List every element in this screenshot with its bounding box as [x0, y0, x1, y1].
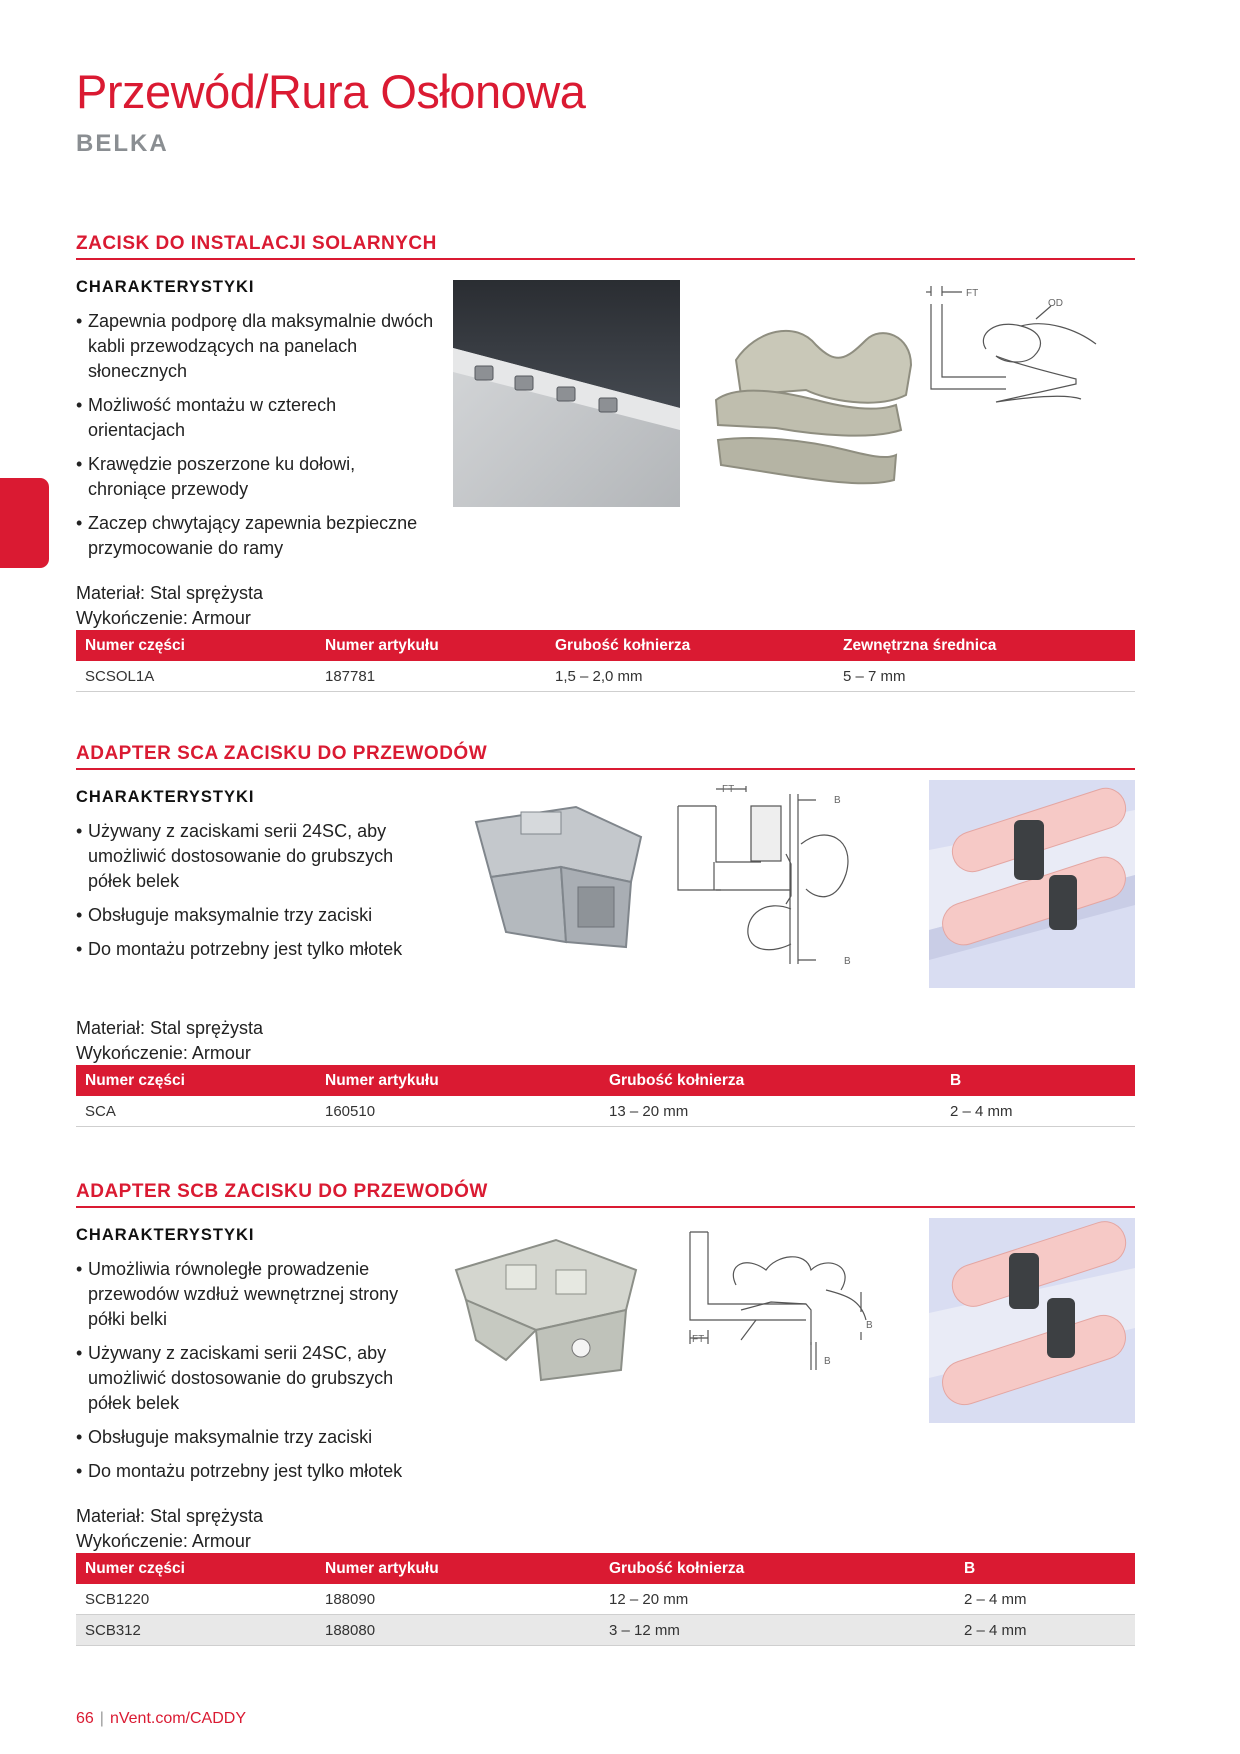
- feature-item: • Obsługuje maksymalnie trzy zaciski: [76, 1425, 436, 1450]
- characteristics-heading: CHARAKTERYSTYKI: [76, 278, 255, 296]
- table-row: [76, 1615, 1135, 1646]
- feature-item: • Możliwość montażu w czterech orientacjach: [76, 393, 436, 443]
- table-cell: 187781: [316, 661, 546, 692]
- table-cell: 12 – 20 mm: [600, 1584, 955, 1615]
- feature-list: [76, 309, 436, 570]
- sca-installation-illustration: [929, 780, 1135, 988]
- column-header: Grubość kołnierza: [546, 630, 834, 661]
- table-cell: 1,5 – 2,0 mm: [546, 661, 834, 692]
- material-text: Materiał: Stal sprężysta: [76, 583, 264, 603]
- section-title: ADAPTER SCA ZACISKU DO PRZEWODÓW: [76, 742, 1135, 770]
- material-info: [76, 1504, 263, 1554]
- scb-adapter-diagram: [676, 1230, 896, 1380]
- table-cell: 188080: [316, 1615, 600, 1646]
- b-label-bottom: B: [824, 1356, 831, 1367]
- feature-list: [76, 1257, 436, 1493]
- side-tab-marker: [0, 478, 49, 568]
- b-label-bottom: B: [844, 956, 851, 964]
- table-row: [76, 661, 1135, 692]
- feature-item: • Używany z zaciskami serii 24SC, aby umożliwić dostosowanie do grubszych półek belek: [76, 819, 436, 894]
- table-cell: SCA: [76, 1096, 316, 1127]
- column-header: B: [955, 1553, 1135, 1584]
- column-header: Numer artykułu: [316, 1065, 600, 1096]
- spec-table: [76, 1065, 1135, 1127]
- page-title: Przewód/Rura Osłonowa: [76, 65, 586, 118]
- ft-label: FT: [966, 288, 979, 299]
- table-cell: SCB312: [76, 1615, 316, 1646]
- scb-adapter-photo: [446, 1230, 646, 1390]
- solar-clip-diagram: [926, 264, 1111, 434]
- table-cell: SCSOL1A: [76, 661, 316, 692]
- column-header: Numer części: [76, 1065, 316, 1096]
- table-cell: 2 – 4 mm: [955, 1615, 1135, 1646]
- column-header: Numer artykułu: [316, 630, 546, 661]
- scb-installation-illustration: [929, 1218, 1135, 1423]
- characteristics-heading: CHARAKTERYSTYKI: [76, 788, 255, 806]
- table-row: [76, 1584, 1135, 1615]
- solar-panel-photo: [453, 280, 680, 507]
- finish-text: Wykończenie: Armour: [76, 1043, 251, 1063]
- section-title: ADAPTER SCB ZACISKU DO PRZEWODÓW: [76, 1180, 1135, 1208]
- table-cell: 13 – 20 mm: [600, 1096, 941, 1127]
- section-title: ZACISK DO INSTALACJI SOLARNYCH: [76, 232, 1135, 260]
- column-header: Numer części: [76, 1553, 316, 1584]
- table-cell: 3 – 12 mm: [600, 1615, 955, 1646]
- finish-text: Wykończenie: Armour: [76, 1531, 251, 1551]
- table-header-row: [76, 1553, 1135, 1584]
- table-cell: 188090: [316, 1584, 600, 1615]
- feature-item: • Do montażu potrzebny jest tylko młotek: [76, 1459, 436, 1484]
- spec-table: [76, 1553, 1135, 1646]
- table-cell: SCB1220: [76, 1584, 316, 1615]
- feature-item: • Zapewnia podporę dla maksymalnie dwóch kabli przewodzących na panelach słonecznych: [76, 309, 436, 384]
- section-solar-clip: [76, 232, 1135, 712]
- material-text: Materiał: Stal sprężysta: [76, 1506, 264, 1526]
- footer-separator: |: [99, 1710, 104, 1727]
- column-header: Grubość kołnierza: [600, 1553, 955, 1584]
- page-number: 66: [76, 1710, 94, 1727]
- section-scb-adapter: [76, 1180, 1135, 1680]
- table-cell: 160510: [316, 1096, 600, 1127]
- spec-table: [76, 630, 1135, 692]
- page-footer: [76, 1710, 246, 1728]
- feature-item: • Zaczep chwytający zapewnia bezpieczne przymocowanie do ramy: [76, 511, 436, 561]
- ft-label: FT: [722, 784, 735, 795]
- feature-item: • Obsługuje maksymalnie trzy zaciski: [76, 903, 436, 928]
- od-label: OD: [1048, 298, 1063, 309]
- feature-item: • Krawędzie poszerzone ku dołowi, chroniące przewody: [76, 452, 436, 502]
- feature-list: [76, 819, 436, 971]
- table-header-row: [76, 630, 1135, 661]
- sca-adapter-diagram: [666, 784, 876, 964]
- column-header: Zewnętrzna średnica: [834, 630, 1135, 661]
- page-subtitle: BELKA: [76, 130, 169, 157]
- material-info: [76, 581, 263, 631]
- material-text: Materiał: Stal sprężysta: [76, 1018, 264, 1038]
- characteristics-heading: CHARAKTERYSTYKI: [76, 1226, 255, 1244]
- solar-clip-photo: [696, 290, 956, 500]
- column-header: Numer artykułu: [316, 1553, 600, 1584]
- column-header: B: [941, 1065, 1135, 1096]
- table-cell: 5 – 7 mm: [834, 661, 1135, 692]
- table-cell: 2 – 4 mm: [955, 1584, 1135, 1615]
- feature-item: • Do montażu potrzebny jest tylko młotek: [76, 937, 436, 962]
- table-header-row: [76, 1065, 1135, 1096]
- footer-website-link[interactable]: nVent.com/CADDY: [109, 1710, 247, 1727]
- table-cell: 2 – 4 mm: [941, 1096, 1135, 1127]
- sca-adapter-photo: [456, 792, 696, 962]
- feature-item: • Używany z zaciskami serii 24SC, aby umożliwić dostosowanie do grubszych półek belek: [76, 1341, 436, 1416]
- feature-item: • Umożliwia równoległe prowadzenie przewodów wzdłuż wewnętrznej strony półki belki: [76, 1257, 436, 1332]
- column-header: Grubość kołnierza: [600, 1065, 941, 1096]
- column-header: Numer części: [76, 630, 316, 661]
- b-label-right: B: [866, 1320, 873, 1331]
- table-row: [76, 1096, 1135, 1127]
- ft-label: FT: [692, 1334, 705, 1345]
- finish-text: Wykończenie: Armour: [76, 608, 251, 628]
- material-info: [76, 1016, 263, 1066]
- section-sca-adapter: [76, 742, 1135, 1142]
- b-label-top: B: [834, 795, 841, 806]
